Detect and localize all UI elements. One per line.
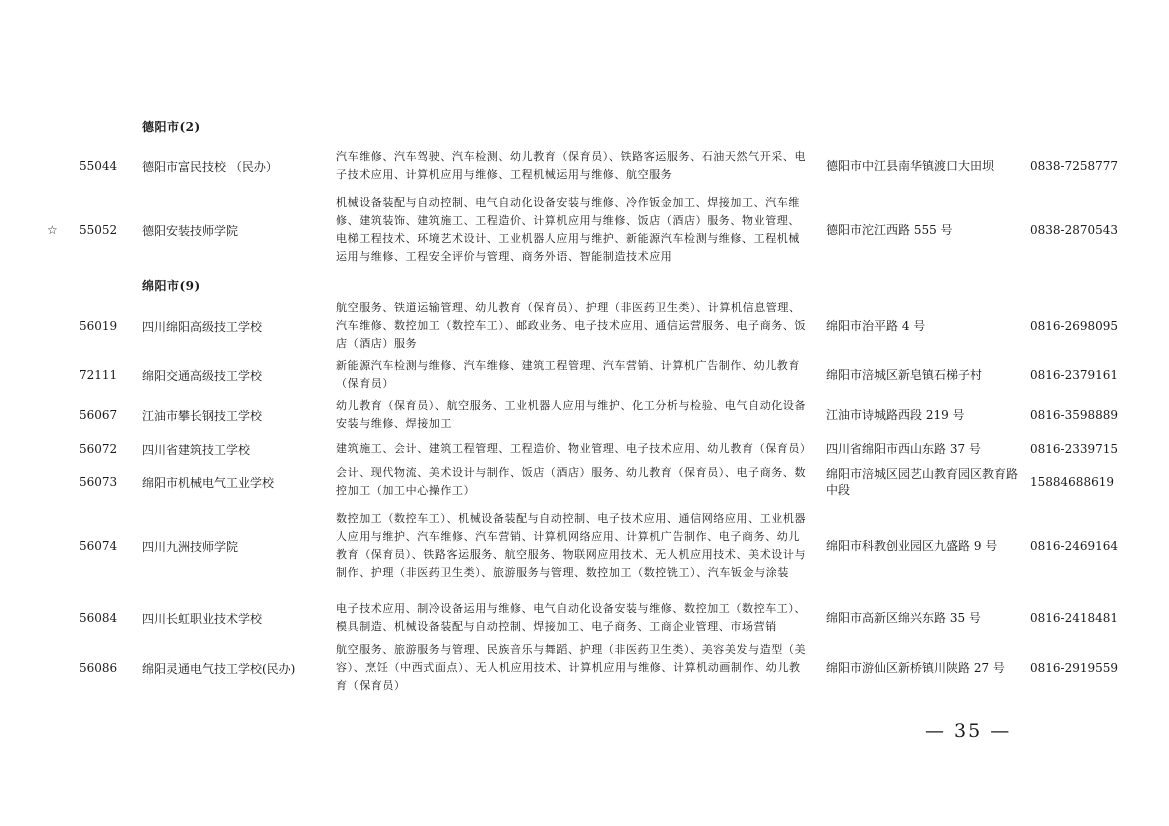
table-row xyxy=(0,431,1169,467)
star-marker xyxy=(47,641,63,695)
school-name: 四川九洲技师学院 xyxy=(142,539,239,554)
table-row xyxy=(0,299,1169,353)
school-majors: 航空服务、旅游服务与管理、民族音乐与舞蹈、护理（非医药卫生类）、美容美发与造型（美容）、烹饪（中西式面点）、无人机应用技术、计算机应用与维修、计算机动画制作、幼儿教育（保育员） xyxy=(336,643,807,692)
school-majors: 汽车维修、汽车驾驶、汽车检测、幼儿教育（保育员）、铁路客运服务、石油天然气开采、电子技术应用、计算机应用与维修、工程机械运用与维修、航空服务 xyxy=(336,150,807,181)
school-phone: 0838-7258777 xyxy=(1030,159,1119,173)
school-name: 四川长虹职业技术学校 xyxy=(142,611,263,626)
school-majors: 电子技术应用、制冷设备运用与维修、电气自动化设备安装与维修、数控加工（数控车工）、模具制造、机械设备装配与自动控制、焊接加工、电子商务、工商企业管理、市场营销 xyxy=(336,602,807,633)
table-row xyxy=(0,357,1169,393)
school-name: 四川省建筑技工学校 xyxy=(142,442,251,457)
school-majors: 幼儿教育（保育员）、航空服务、工业机器人应用与维护、化工分析与检验、电气自动化设备安装与维修、焊接加工 xyxy=(336,399,807,430)
school-majors: 数控加工（数控车工）、机械设备装配与自动控制、电子技术应用、通信网络应用、工业机器人应用与维护、汽车维修、汽车营销、计算机网络应用、计算机广告制作、电子商务、幼儿教育（保育员）、铁路客运服务、航空服务、物联网应用技术、无人机应用技术、美术设计与制作、护理（非医药卫生类）、旅游服务与管理、数控加工（数控铣工）、汽车钣金与涂装 xyxy=(336,512,807,579)
school-name: 绵阳交通高级技工学校 xyxy=(142,368,263,383)
school-name: 德阳安装技师学院 xyxy=(142,223,239,238)
table-row xyxy=(0,464,1169,500)
star-marker xyxy=(47,357,63,393)
page-number: — 35 — xyxy=(925,720,1012,742)
star-marker: ☆ xyxy=(47,223,58,237)
school-majors: 建筑施工、会计、建筑工程管理、工程造价、物业管理、电子技术应用、幼儿教育（保育员） xyxy=(336,442,812,455)
school-code: 56067 xyxy=(79,408,118,422)
school-address: 绵阳市涪城区新皂镇石梯子村 xyxy=(826,368,983,382)
school-majors: 新能源汽车检测与维修、汽车维修、建筑工程管理、汽车营销、计算机广告制作、幼儿教育（保育员） xyxy=(336,359,800,390)
school-majors: 会计、现代物流、美术设计与制作、饭店（酒店）服务、幼儿教育（保育员）、电子商务、数控加工（加工中心操作工） xyxy=(336,466,807,497)
school-address: 绵阳市科教创业园区九盛路 9 号 xyxy=(826,539,998,553)
table-row xyxy=(0,501,1169,591)
star-marker xyxy=(47,501,63,591)
school-address: 江油市诗城路西段 219 号 xyxy=(826,408,965,422)
school-code: 56073 xyxy=(79,475,118,489)
school-code: 55044 xyxy=(79,159,118,173)
school-majors: 机械设备装配与自动控制、电气自动化设备安装与维修、冷作钣金加工、焊接加工、汽车维修、建筑装饰、建筑施工、工程造价、计算机应用与维修、饭店（酒店）服务、物业管理、电梯工程技术、环境艺术设计、工业机器人应用与维护、新能源汽车检测与维修、工程机械运用与维修、工程安全评价与管理、商务外语、智能制造技术应用 xyxy=(336,196,800,263)
school-name: 四川绵阳高级技工学校 xyxy=(142,319,263,334)
school-phone: 15884688619 xyxy=(1030,475,1114,489)
school-phone: 0816-2339715 xyxy=(1030,442,1119,456)
school-code: 72111 xyxy=(79,368,118,382)
star-marker xyxy=(47,464,63,500)
school-code: 56072 xyxy=(79,442,118,456)
school-address: 绵阳市高新区绵兴东路 35 号 xyxy=(826,611,981,625)
school-code: 55052 xyxy=(79,223,118,237)
school-name: 绵阳市机械电气工业学校 xyxy=(142,475,275,490)
star-marker xyxy=(47,431,63,467)
table-row xyxy=(0,397,1169,433)
school-phone: 0816-3598889 xyxy=(1030,408,1119,422)
school-phone: 0816-2379161 xyxy=(1030,368,1119,382)
school-phone: 0816-2698095 xyxy=(1030,319,1119,333)
star-marker xyxy=(47,299,63,353)
school-phone: 0816-2919559 xyxy=(1030,661,1119,675)
school-code: 56019 xyxy=(79,319,118,333)
school-address: 德阳市中江县南华镇渡口大田坝 xyxy=(826,159,995,173)
star-marker xyxy=(47,397,63,433)
school-code: 56086 xyxy=(79,661,118,675)
school-phone: 0816-2418481 xyxy=(1030,611,1119,625)
table-row xyxy=(0,591,1169,645)
school-address: 德阳市沱江西路 555 号 xyxy=(826,223,953,237)
school-name: 德阳市富民技校 （民办） xyxy=(142,159,278,174)
star-marker xyxy=(47,591,63,645)
school-name: 江油市攀长钢技工学校 xyxy=(142,408,263,423)
table-row xyxy=(0,641,1169,695)
school-address: 绵阳市涪城区园艺山教育园区教育路中段 xyxy=(826,467,1019,497)
school-name: 绵阳灵通电气技工学校(民办) xyxy=(142,661,296,676)
school-majors: 航空服务、铁道运输管理、幼儿教育（保育员）、护理（非医药卫生类）、计算机信息管理、汽车维修、数控加工（数控车工）、邮政业务、电子技术应用、通信运营服务、电子商务、饭店（酒店）服务 xyxy=(336,301,807,350)
school-address: 绵阳市游仙区新桥镇川陕路 27 号 xyxy=(826,661,1005,675)
school-phone: 0838-2870543 xyxy=(1030,223,1119,237)
star-marker xyxy=(47,147,63,185)
school-code: 56084 xyxy=(79,611,118,625)
table-row xyxy=(0,147,1169,185)
school-phone: 0816-2469164 xyxy=(1030,539,1119,553)
section-title-deyang: 德阳市(2) xyxy=(142,120,201,134)
section-title-mianyang: 绵阳市(9) xyxy=(142,279,201,293)
school-address: 绵阳市治平路 4 号 xyxy=(826,319,926,333)
school-address: 四川省绵阳市西山东路 37 号 xyxy=(826,442,981,456)
school-code: 56074 xyxy=(79,539,118,553)
table-row xyxy=(0,194,1169,266)
